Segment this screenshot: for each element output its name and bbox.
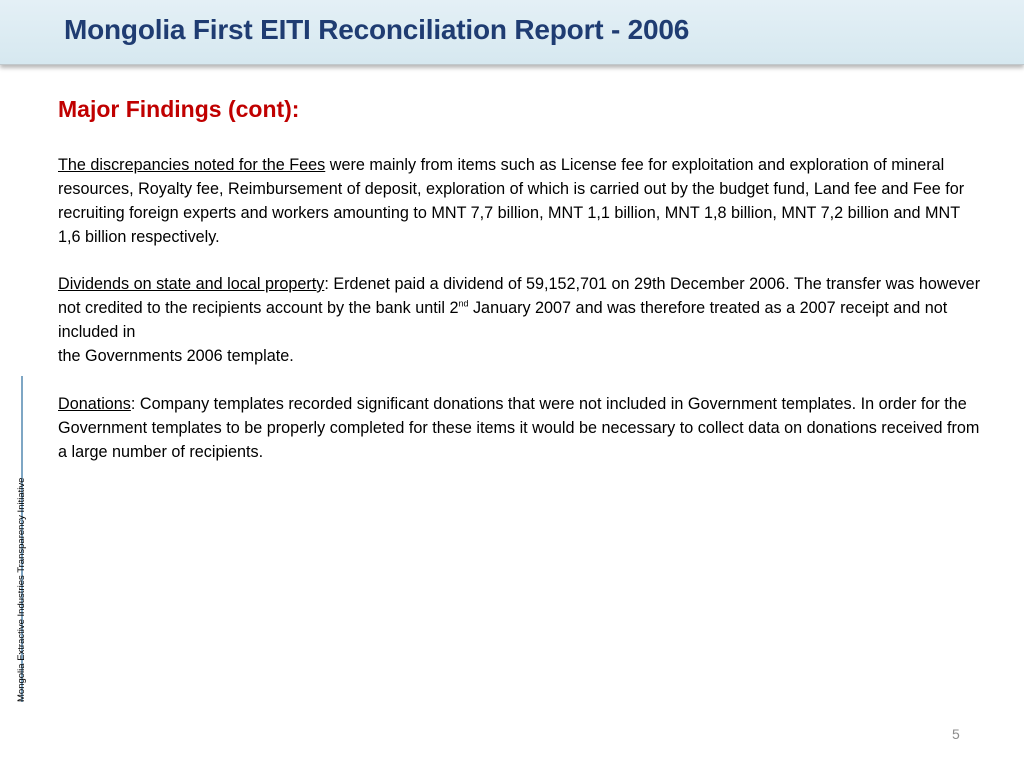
- sidebar-vertical-label: Mongolia Extractive Industries Transparency Initiative: [16, 477, 27, 702]
- paragraph-dividends: [58, 272, 983, 368]
- dividends-body-part1: : Erdenet paid a dividend of 59,152,701 on 29th December 2006. The transfer was however not credited to the recipients account by the bank until 2: [58, 275, 981, 317]
- paragraph-donations: [58, 392, 983, 464]
- dividends-superscript: nd: [458, 298, 469, 309]
- section-heading: Major Findings (cont):: [58, 96, 300, 122]
- fees-body: were mainly from items such as License fee for exploitation and exploration of mineral resources, Royalty fee, Reimbursement of deposit, exploration of which is carried out by the budget fund, Land fee and Fee for recruiting foreign experts and workers amounting to MNT 7,7 billion, MNT 1,1 billion, MNT 1,8 billion, MNT 7,2 billion and MNT 1,6 billion respectively.: [58, 156, 965, 246]
- dividends-body-last-line: the Governments 2006 template.: [58, 347, 294, 365]
- page-number: 5: [952, 726, 960, 742]
- donations-body: : Company templates recorded significant donations that were not included in Government templates. In order for the Government templates to be properly completed for these items it would be necessary to collect data on donations received from a large number of recipients.: [58, 395, 980, 461]
- slide-title: Mongolia First EITI Reconciliation Report - 2006: [64, 14, 690, 45]
- dividends-lead: Dividends on state and local property: [58, 275, 325, 293]
- dividends-body-part2: January 2007 and was therefore treated as a 2007 receipt and not included in: [58, 299, 948, 341]
- paragraph-fees: [58, 153, 983, 249]
- fees-lead: The discrepancies noted for the Fees: [58, 156, 326, 174]
- donations-lead: Donations: [58, 395, 131, 413]
